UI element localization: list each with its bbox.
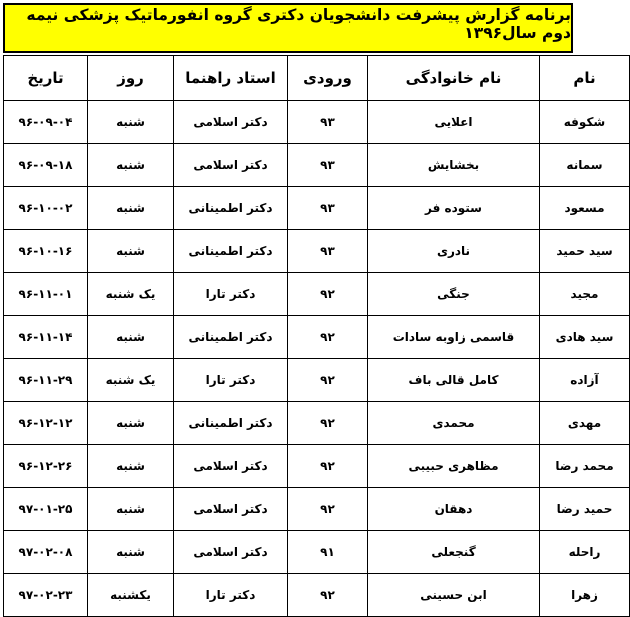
cell-date: ۹۶-۱۱-۰۱ <box>4 273 88 316</box>
cell-advisor: دکتر تارا <box>174 359 288 402</box>
cell-date: ۹۶-۱۱-۲۹ <box>4 359 88 402</box>
cell-date: ۹۶-۱۲-۲۶ <box>4 445 88 488</box>
table-row <box>4 101 630 144</box>
cell-day: شنبه <box>88 402 174 445</box>
cell-entry: ۹۲ <box>288 316 368 359</box>
cell-day: شنبه <box>88 488 174 531</box>
header-advisor: استاد راهنما <box>174 56 288 101</box>
cell-advisor: دکتر اسلامی <box>174 445 288 488</box>
cell-date: ۹۷-۰۲-۰۸ <box>4 531 88 574</box>
cell-advisor: دکتر اسلامی <box>174 488 288 531</box>
cell-day: یکشنبه <box>88 574 174 617</box>
table-row <box>4 402 630 445</box>
table-row <box>4 488 630 531</box>
cell-date: ۹۶-۰۹-۱۸ <box>4 144 88 187</box>
table-row <box>4 445 630 488</box>
cell-advisor: دکتر اسلامی <box>174 144 288 187</box>
cell-advisor: دکتر تارا <box>174 574 288 617</box>
cell-family: جنگی <box>368 273 540 316</box>
table-row <box>4 316 630 359</box>
cell-family: دهقان <box>368 488 540 531</box>
table-row <box>4 574 630 617</box>
cell-family: گنجعلی <box>368 531 540 574</box>
cell-day: شنبه <box>88 230 174 273</box>
page-title: برنامه گزارش پیشرفت دانشجویان دکتری گروه انفورماتیک پزشکی نیمه دوم سال۱۳۹۶ <box>3 3 573 53</box>
cell-family: کامل قالی باف <box>368 359 540 402</box>
cell-advisor: دکتر تارا <box>174 273 288 316</box>
cell-entry: ۹۳ <box>288 230 368 273</box>
header-name: نام <box>540 56 630 101</box>
cell-name: آزاده <box>540 359 630 402</box>
cell-day: شنبه <box>88 144 174 187</box>
cell-name: محمد رضا <box>540 445 630 488</box>
cell-name: شکوفه <box>540 101 630 144</box>
table-row <box>4 144 630 187</box>
cell-day: شنبه <box>88 101 174 144</box>
cell-entry: ۹۲ <box>288 488 368 531</box>
cell-entry: ۹۲ <box>288 359 368 402</box>
cell-advisor: دکتر اسلامی <box>174 531 288 574</box>
header-date: تاریخ <box>4 56 88 101</box>
cell-family: اعلایی <box>368 101 540 144</box>
cell-family: بخشایش <box>368 144 540 187</box>
cell-day: شنبه <box>88 316 174 359</box>
cell-advisor: دکتر اطمینانی <box>174 230 288 273</box>
cell-name: زهرا <box>540 574 630 617</box>
cell-family: مظاهری حبیبی <box>368 445 540 488</box>
cell-family: نادری <box>368 230 540 273</box>
cell-family: ستوده فر <box>368 187 540 230</box>
table-row <box>4 230 630 273</box>
table-header-row <box>4 56 630 101</box>
table-row <box>4 531 630 574</box>
cell-advisor: دکتر اطمینانی <box>174 316 288 359</box>
cell-day: شنبه <box>88 187 174 230</box>
cell-day: یک شنبه <box>88 359 174 402</box>
cell-date: ۹۶-۱۲-۱۲ <box>4 402 88 445</box>
cell-name: سمانه <box>540 144 630 187</box>
cell-advisor: دکتر اطمینانی <box>174 187 288 230</box>
cell-entry: ۹۲ <box>288 445 368 488</box>
cell-day: شنبه <box>88 445 174 488</box>
cell-entry: ۹۳ <box>288 187 368 230</box>
cell-date: ۹۶-۰۹-۰۴ <box>4 101 88 144</box>
table-row <box>4 187 630 230</box>
cell-name: راحله <box>540 531 630 574</box>
schedule-table <box>3 55 630 617</box>
cell-date: ۹۶-۱۰-۰۲ <box>4 187 88 230</box>
cell-day: یک شنبه <box>88 273 174 316</box>
cell-name: مهدی <box>540 402 630 445</box>
cell-entry: ۹۲ <box>288 574 368 617</box>
cell-entry: ۹۲ <box>288 402 368 445</box>
table-row <box>4 359 630 402</box>
cell-day: شنبه <box>88 531 174 574</box>
cell-name: سید حمید <box>540 230 630 273</box>
cell-entry: ۹۱ <box>288 531 368 574</box>
cell-family: محمدی <box>368 402 540 445</box>
cell-name: مسعود <box>540 187 630 230</box>
header-family: نام خانوادگی <box>368 56 540 101</box>
cell-entry: ۹۳ <box>288 101 368 144</box>
cell-advisor: دکتر اسلامی <box>174 101 288 144</box>
cell-name: حمید رضا <box>540 488 630 531</box>
header-entry: ورودی <box>288 56 368 101</box>
cell-family: ابن حسینی <box>368 574 540 617</box>
cell-date: ۹۶-۱۰-۱۶ <box>4 230 88 273</box>
cell-advisor: دکتر اطمینانی <box>174 402 288 445</box>
cell-family: قاسمی زاوبه سادات <box>368 316 540 359</box>
cell-entry: ۹۲ <box>288 273 368 316</box>
cell-date: ۹۶-۱۱-۱۴ <box>4 316 88 359</box>
cell-name: سید هادی <box>540 316 630 359</box>
cell-date: ۹۷-۰۱-۲۵ <box>4 488 88 531</box>
cell-name: مجید <box>540 273 630 316</box>
cell-date: ۹۷-۰۲-۲۳ <box>4 574 88 617</box>
table-row <box>4 273 630 316</box>
cell-entry: ۹۳ <box>288 144 368 187</box>
header-day: روز <box>88 56 174 101</box>
